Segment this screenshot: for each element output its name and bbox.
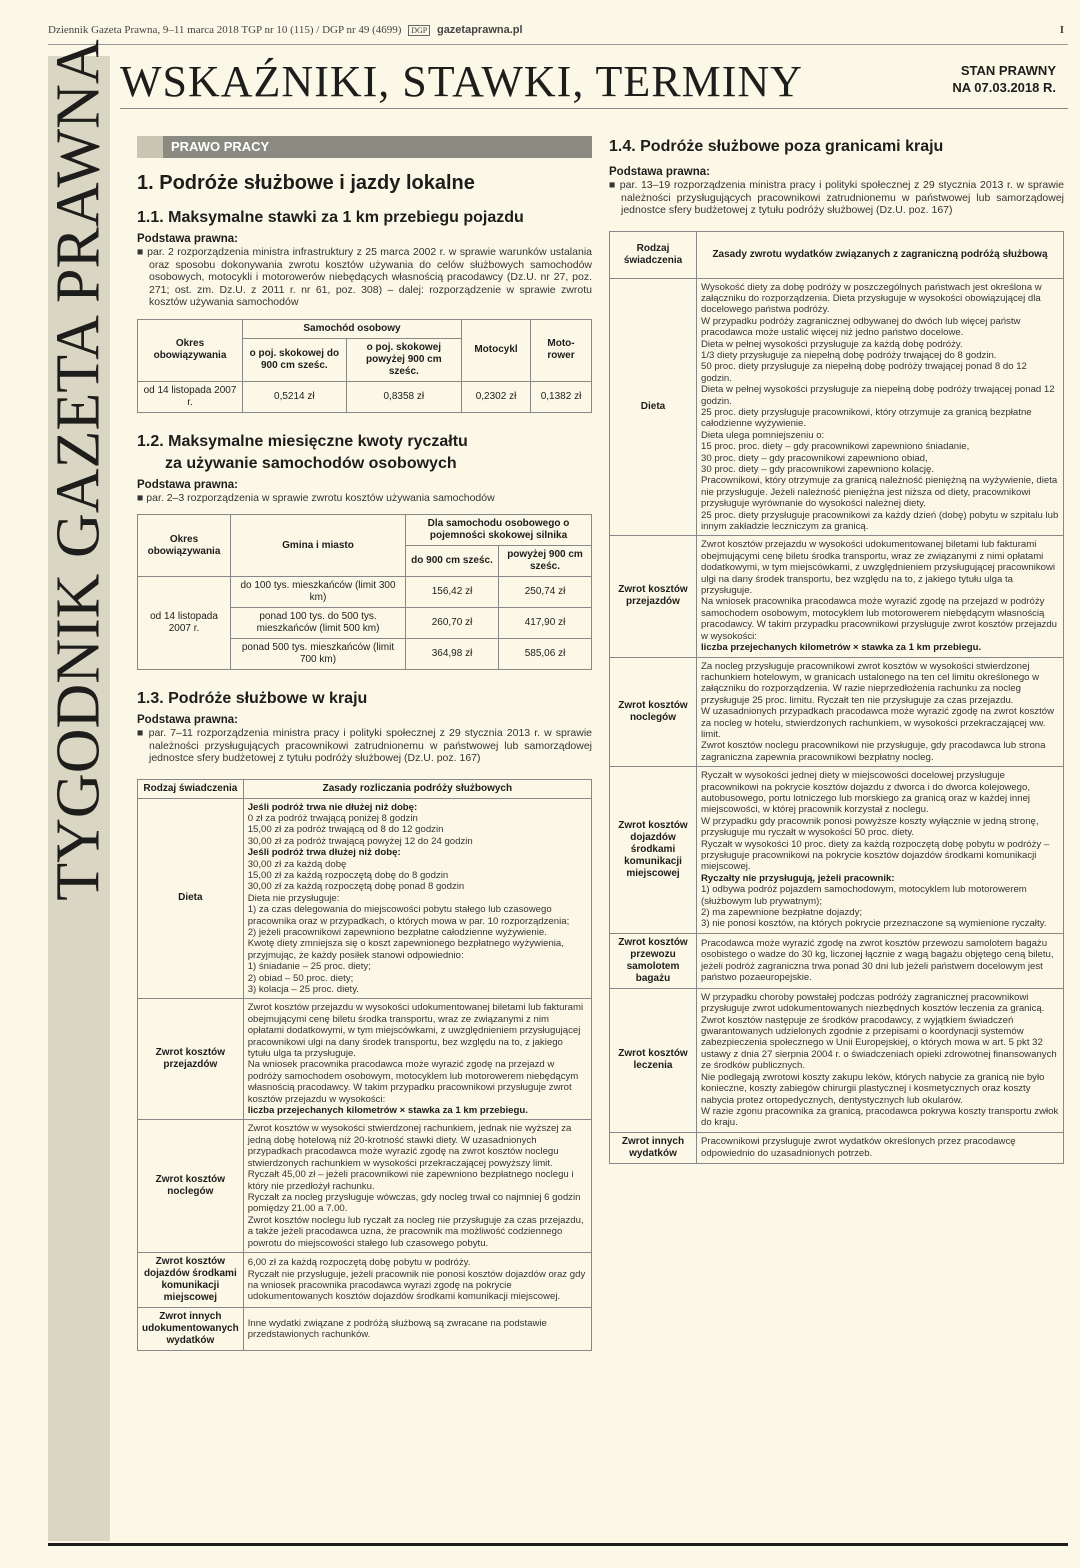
row-przejazd-text xyxy=(243,999,591,1120)
table-cell: 585,06 zł xyxy=(499,639,592,670)
section-bar: PRAWO PRACY xyxy=(137,136,592,158)
text-line: 1) za czas delegowania do miejscowości pobytu stałego lub czasowego pracownika oraz w przypadkach, o których mowa w par. 10 rozporządzenia; xyxy=(247,904,570,927)
text-line: 0 zł za podróż trwającą poniżej 8 godzin xyxy=(247,812,418,824)
text-line: Ryczałt 45,00 zł – jeżeli pracownikowi nie zapewniono bezpłatnego noclegu i który nie przedłożył rachunku. xyxy=(247,1169,574,1192)
s11-title: 1.1. Maksymalne stawki za 1 km przebiegu pojazdu xyxy=(137,209,524,226)
stan-prawny xyxy=(952,62,1056,96)
header-citation: Dziennik Gazeta Prawna, 9–11 marca 2018 TGP nr 10 (115) / DGP nr 49 (4699) xyxy=(48,24,402,36)
text-line: Jeśli podróż trwa dłużej niż dobę: xyxy=(247,847,401,859)
th-do900: o poj. skokowej do 900 cm sześc. xyxy=(243,338,347,381)
table-cell: 156,42 zł xyxy=(406,577,499,608)
text-line: 15,00 zł za każdą rozpoczętą dobę do 8 godzin xyxy=(247,869,449,881)
text-line: 6,00 zł za każdą rozpoczętą dobę pobytu w podróży. xyxy=(247,1257,471,1269)
text-line: Wysokość diety za dobę podróży w poszczególnych państwach jest określona w załączniku do rozporządzenia. Dieta przysługuje w wysokości obowiązującej dla docelowego państwa podróży. xyxy=(701,281,1042,316)
th-samochod: Samochód osobowy xyxy=(243,319,462,338)
th-pow900b: powyżej 900 cm sześc. xyxy=(499,546,592,577)
text-line: W razie zgonu pracownika za granicą, pracodawca pokrywa koszty transportu zwłok do kraju. xyxy=(701,1105,1059,1129)
th-motorower: Moto-rower xyxy=(531,319,592,381)
s12-basis-label: Podstawa prawna: xyxy=(137,478,238,491)
text-line: 1/3 diety przysługuje za niepełną dobę podróży trwającej do 8 godzin. xyxy=(701,349,997,361)
dgp-logo: DGP xyxy=(408,25,430,36)
table-cell: ponad 100 tys. do 500 tys. mieszkańców (limit 500 km) xyxy=(231,608,406,639)
s11-basis-label: Podstawa prawna: xyxy=(137,233,238,245)
table-cell: ponad 500 tys. mieszkańców (limit 700 km) xyxy=(231,639,406,670)
row-inne-name: Zwrot innych wydatków xyxy=(610,1132,697,1163)
cell-v4: 0,1382 zł xyxy=(531,381,592,412)
text-line: 50 proc. diety przysługuje za niepełną dobę podróży trwającej ponad 8 do 12 godzin. xyxy=(701,361,1027,384)
text-line: Ryczałt za nocleg przysługuje wówczas, gdy nocleg trwał co najmniej 6 godzin pomiędzy 21.00 a 7.00. xyxy=(247,1191,581,1215)
text-line: 30 proc. diety – gdy pracownikowi zapewniono obiad, xyxy=(701,452,928,464)
header-site[interactable]: gazetaprawna.pl xyxy=(436,24,523,36)
header-rule xyxy=(120,108,1068,109)
text-line: 30,00 zł za każdą dobę xyxy=(247,858,347,870)
text-line: 25 proc. diety przysługuje pracownikowi za każdy dzień (dobę) pobytu w szpitalu lub innym zakładzie leczniczym za granicą. xyxy=(701,509,1059,533)
right-column xyxy=(609,136,1064,1164)
text-line: W przypadku choroby powstałej podczas podróży zagranicznej pracownikowi przysługuje zwrot udokumentowanych niezbędnych kosztów leczenia za granicą. xyxy=(701,991,1045,1015)
row-dieta-name: Dieta xyxy=(610,278,697,536)
text-line: 1) odbywa podróż pojazdem samochodowym, motocyklem lub motorowerem (służbowym lub prywatnym); xyxy=(701,884,1027,907)
th-zasady: Zasady rozliczania podróży służbowych xyxy=(243,779,591,798)
table-cell: 417,90 zł xyxy=(499,608,592,639)
text-line: 2) obiad – 50 proc. diety; xyxy=(247,972,354,984)
text-line: Dieta w pełnej wysokości przysługuje za niepełną dobę podróży trwającej ponad 12 godzin. xyxy=(701,384,1055,407)
text-line: 2) jeżeli pracownikowi zapewniono bezpłatne całodzienne wyżywienie. xyxy=(247,926,547,938)
text-line: liczba przejechanych kilometrów × stawka za 1 km przebiegu. xyxy=(701,642,982,654)
text-line: W przypadku gdy pracownik ponosi powyższe koszty wyłącznie w jedną stronę, przysługuje mu ryczałt w wysokości 50 proc. diety. xyxy=(701,815,1039,839)
text-line: Na wniosek pracownika pracodawca może wyrazić zgodę na przejazd w podróży samochodem osobowym, motocyklem lub motorowerem niebędącym własnością pracodawcy. W takim przypadku pracownikowi przysługuje zwrot kosztów przejazdu w wysokości: xyxy=(701,596,1057,642)
row-przejazd-name: Zwrot kosztów przejazdów xyxy=(610,536,697,657)
text-line: Zwrot kosztów noclegu lub ryczałt za nocleg nie przysługuje za czas przejazdu, a także jeżeli pracodawca uzna, że pracownik ma możliwość codziennego powrotu do miejscowości stałego lub czasowego pobytu. xyxy=(247,1214,584,1249)
stan-line-1: STAN PRAWNY xyxy=(960,63,1056,78)
page-number: I xyxy=(1059,24,1064,36)
row-inne-text: Inne wydatki związane z podróżą służbową są zwracane na podstawie przedstawionych rachunków. xyxy=(243,1307,591,1350)
s13-title: 1.3. Podróże służbowe w kraju xyxy=(137,690,368,707)
row-bagaz-name: Zwrot kosztów przewozu samolotem bagażu xyxy=(610,933,697,988)
text-line: 15,00 zł za podróż trwającą od 8 do 12 godzin xyxy=(247,824,444,836)
text-line: 2) ma zapewnione bezpłatne dojazdy; xyxy=(701,907,863,919)
text-line: Na wniosek pracownika pracodawca może wyrazić zgodę na przejazd w podróży samochodem osobowym, motocyklem lub motorowerem niebędącym własnością pracodawcy. W takim przypadku pracownikowi przysługuje zwrot kosztów przejazdu w wysokości: xyxy=(247,1059,579,1105)
table-ryczalt xyxy=(137,514,592,670)
text-line: Ryczałty nie przysługują, jeżeli pracownik: xyxy=(701,872,895,884)
th-rodzaj2: Rodzaj świadczenia xyxy=(610,231,697,278)
text-line: 3) nie ponosi kosztów, na których pokrycie przeznaczone są wymienione ryczałty. xyxy=(701,918,1047,930)
row-dieta-text xyxy=(243,798,591,999)
row-dojazd-name: Zwrot kosztów dojazdów środkami komunikacji miejscowej xyxy=(138,1252,244,1307)
table-cell: 364,98 zł xyxy=(406,639,499,670)
text-line: 30,00 zł za podróż trwającą powyżej 12 do 24 godzin xyxy=(247,835,473,847)
s14-title: 1.4. Podróże służbowe poza granicami kraju xyxy=(609,138,944,155)
row-dojazd-text xyxy=(243,1252,591,1307)
text-line: 30 proc. diety – gdy pracownikowi zapewniono kolację. xyxy=(701,464,935,475)
table-cell: 260,70 zł xyxy=(406,608,499,639)
th-gmina: Gmina i miasto xyxy=(231,515,406,577)
row-przejazd-name: Zwrot kosztów przejazdów xyxy=(138,999,244,1120)
row-inne-text: Pracownikowi przysługuje zwrot wydatków określonych przez pracodawcę odpowiednio do uzasadnionych potrzeb. xyxy=(697,1132,1064,1163)
s14-basis: ■ par. 13–19 rozporządzenia ministra pracy i polityki społecznej z 29 stycznia 2013 r. w sprawie należności przysługujących pracownikowi zatrudnionemu w państwowej lub samorządowej jednostce sfery budżetowej z tytułu podróży służbowej (Dz.U. poz. 167) xyxy=(609,179,1064,216)
s14-basis-label: Podstawa prawna: xyxy=(609,166,710,178)
th-zasady2: Zasady zwrotu wydatków związanych z zagraniczną podróżą służbową xyxy=(697,231,1064,278)
row-dieta-text xyxy=(697,278,1064,536)
text-line: Jeśli podróż trwa nie dłużej niż dobę: xyxy=(247,801,418,813)
table-domestic xyxy=(137,779,592,1351)
th-okres: Okres obowiązywania xyxy=(138,319,243,381)
text-line: Kwotę diety zmniejsza się o koszt zapewnionego bezpłatnego wyżywienia, przyjmując, że każdy posiłek stanowi odpowiednio: xyxy=(247,938,564,961)
text-line: W przypadku podróży zagranicznej odbywanej do dwóch lub więcej państw pracodawca może ustalić więcej niż jedno państwo docelowe. xyxy=(701,315,1021,339)
s13-basis-label: Podstawa prawna: xyxy=(137,714,238,726)
th-dla: Dla samochodu osobowego o pojemności skokowej silnika xyxy=(406,515,592,546)
table-km-rates xyxy=(137,319,592,413)
row-nocleg-text xyxy=(697,657,1064,767)
left-column xyxy=(137,136,592,1351)
row-nocleg-text xyxy=(243,1120,591,1252)
th-do900b: do 900 cm sześc. xyxy=(406,546,499,577)
text-line: Ryczałt w wysokości 10 proc. diety za każdą rozpoczętą dobę pobytu w podróży – przysługuje pracownikowi na pokrycie kosztów dojazdów środkami komunikacji miejscowej. xyxy=(701,838,1050,873)
cell-okres: od 14 listopada 2007 r. xyxy=(138,381,243,412)
row-leczenie-name: Zwrot kosztów leczenia xyxy=(610,988,697,1132)
cell-v3: 0,2302 zł xyxy=(462,381,531,412)
bottom-rule xyxy=(48,1543,1068,1546)
text-line: 15 proc. proc. diety – gdy pracownikowi zapewniono śniadanie, xyxy=(701,441,970,453)
row-nocleg-name: Zwrot kosztów noclegów xyxy=(138,1120,244,1252)
side-title: TYGODNIK GAZETA PRAWNA xyxy=(44,39,113,901)
text-line: 25 proc. diety przysługuje pracownikowi, który otrzymuje za granicą bezpłatne całodzienne wyżywienie. xyxy=(701,406,1032,430)
th-okres2: Okres obowiązywania xyxy=(138,515,231,577)
text-line: Za nocleg przysługuje pracownikowi zwrot kosztów w wysokości stwierdzonej rachunkiem hotelowym, w granicach ustalonego na ten cel limitu określonego w załączniku do rozporządzenia. W razie nieprzedłożenia rachunku za nocleg przysługuje 25 proc. limitu. Ryczałt ten nie przysługuje za czas przejazdu. xyxy=(701,660,1040,706)
th-rodzaj: Rodzaj świadczenia xyxy=(138,779,244,798)
row-bagaz-text: Pracodawca może wyrazić zgodę na zwrot kosztów przewozu samolotem bagażu osobistego o wadze do 30 kg, liczonej łącznie z wagą bagażu objętego ceną biletu, jeżeli podróż zagraniczna trwa ponad 30 dni lub jeżeli państwem docelowym jest państwo pozaeuropejskie. xyxy=(697,933,1064,988)
row-dojazd-text xyxy=(697,767,1064,934)
text-line: Dieta w pełnej wysokości przysługuje za każdą dobę podróży. xyxy=(701,338,963,350)
row-nocleg-name: Zwrot kosztów noclegów xyxy=(610,657,697,767)
text-line: 30,00 zł za każdą rozpoczętą dobę ponad 8 godzin xyxy=(247,881,465,893)
page-title: WSKAŹNIKI, STAWKI, TERMINY xyxy=(120,57,803,106)
text-line: Zwrot kosztów przejazdu w wysokości udokumentowanej biletami lub fakturami obejmującymi cenę biletu środka transportu, wraz ze związanymi z nimi opłatami dodatkowymi, w tym miejscówkami, z uwzględnieniem przysługującej pracownikowi ulgi na dany środek transportu, bez względu na to, z jakiego tytułu ulga ta przysługuje. xyxy=(701,539,1056,597)
text-line: Ryczałt nie przysługuje, jeżeli pracownik nie ponosi kosztów dojazdów oraz gdy na wniosek pracownika pracodawca wyrazi zgodę na pokrycie udokumentowanych kosztów dojazdów środkami komunikacji miejscowej. xyxy=(247,1268,586,1303)
s12-title-b: za używanie samochodów osobowych xyxy=(165,454,457,472)
cell-v2: 0,8358 zł xyxy=(346,381,461,412)
text-line: Pracownikowi, który otrzymuje za granicą należność pieniężną na wyżywienie, dieta nie przysługuje. Jeżeli należność pieniężna jest niższa od diety, pracownikowi przysługuje wyrównanie do wysokości należnej diety. xyxy=(701,475,1058,510)
s12-title xyxy=(137,431,592,475)
text-line: Nie podlegają zwrotowi koszty zakupu leków, których nabycie za granicą nie było konieczne, koszty zabiegów chirurgii plastycznej i kosmetycznych oraz koszty nabycia protez ortopedycznych, dentystycznych lub okularów. xyxy=(701,1071,1045,1106)
text-line: Dieta ulega pomniejszeniu o: xyxy=(701,429,825,441)
text-line: liczba przejechanych kilometrów × stawka za 1 km przebiegu. xyxy=(247,1105,528,1117)
cell-okres2: od 14 listopada 2007 r. xyxy=(138,577,231,670)
row-inne-name: Zwrot innych udokumentowanych wydatków xyxy=(138,1307,244,1350)
text-line: W uzasadnionych przypadkach pracodawca może wyrazić zgodę na zwrot kosztów za nocleg w hotelu, stwierdzonych rachunkiem, w wysokości przekraczającej ww. limit. xyxy=(701,706,1055,740)
text-line: 3) kolacja – 25 proc. diety. xyxy=(247,984,359,995)
th-pow900: o poj. skokowej powyżej 900 cm sześc. xyxy=(346,338,461,381)
row-dieta-name: Dieta xyxy=(138,798,244,999)
text-line: 1) śniadanie – 25 proc. diety; xyxy=(247,961,371,973)
s12-basis: ■ par. 2–3 rozporządzenia w sprawie zwrotu kosztów używania samochodów xyxy=(137,491,495,504)
text-line: Dieta nie przysługuje: xyxy=(247,892,340,904)
s12-title-a: 1.2. Maksymalne miesięczne kwoty ryczałtu xyxy=(137,432,468,450)
s13-basis: ■ par. 7–11 rozporządzenia ministra pracy i polityki społecznej z 29 stycznia 2013 r. w sprawie należności przysługujących pracownikowi zatrudnionemu w państwowej lub samorządowej jednostce sfery budżetowej z tytułu podróży służbowej (Dz.U. poz. 167) xyxy=(137,727,592,764)
text-line: Zwrot kosztów w wysokości stwierdzonej rachunkiem, jednak nie wyższej za jedną dobę hotelową niż 20-krotność stawki diety. W uzasadnionych przypadkach pracodawca może wyrazić zgodę na zwrot kosztów noclegu stwierdzonych rachunkiem w wysokości przekraczającej powyższy limit. xyxy=(247,1123,572,1169)
row-leczenie-text xyxy=(697,988,1064,1132)
cell-v1: 0,5214 zł xyxy=(243,381,347,412)
table-foreign xyxy=(609,231,1064,1164)
text-line: Zwrot kosztów następuje ze środków pracodawcy, z wyjątkiem świadczeń gwarantowanych udzielonych zgodnie z przepisami o koordynacji systemów zabezpieczenia społecznego w Unii Europejskiej, o których mowa w art. 5 pkt 32 ustawy z dnia 27 sierpnia 2004 r. o świadczeniach opieki zdrowotnej finansowanych ze środków publicznych. xyxy=(701,1014,1057,1072)
table-cell: 250,74 zł xyxy=(499,577,592,608)
th-motocykl: Motocykl xyxy=(462,319,531,381)
row-przejazd-text xyxy=(697,536,1064,657)
stan-line-2: NA 07.03.2018 R. xyxy=(952,80,1056,95)
table-cell: do 100 tys. mieszkańców (limit 300 km) xyxy=(231,577,406,608)
text-line: Zwrot kosztów noclegu pracownikowi nie przysługuje, gdy pracodawca lub strona zagraniczna zapewnia pracownikowi bezpłatny nocleg. xyxy=(701,740,1046,763)
row-dojazd-name: Zwrot kosztów dojazdów środkami komunikacji miejscowej xyxy=(610,767,697,934)
s11-basis: ■ par. 2 rozporządzenia ministra infrastruktury z 25 marca 2002 r. w sprawie warunków ustalania oraz sposobu dokonywania zwrotu kosztów używania do celów służbowych samochodów osobowych, motocykli i motorowerów niebędących własnością pracodawcy (Dz.U. nr 27, poz. 271; ost. zm. Dz.U. z 2011 r. nr 61, poz. 308) – dalej: rozporządzenie w sprawie zwrotu kosztów używania samochodów xyxy=(137,246,592,308)
chapter-title: 1. Podróże służbowe i jazdy lokalne xyxy=(137,172,475,194)
text-line: Zwrot kosztów przejazdu w wysokości udokumentowanej biletami lub fakturami obejmującymi cenę biletu środka transportu, wraz ze związanymi z nim opłatami dodatkowymi, w tym miejscówkami, z uwzględnieniem przysługującej pracownikowi ulgi na dany środek transportu, bez względu na to, z jakiego tytułu ulga ta przysługuje. xyxy=(247,1002,584,1060)
text-line: Ryczałt w wysokości jednej diety w miejscowości docelowej przysługuje pracownikowi na pokrycie kosztów dojazdu z dworca i do dworca kolejowego, autobusowego, portu lotniczego lub morskiego za granicą oraz w każdej innej miejscowości, w której pracownik korzystał z noclegu. xyxy=(701,770,1031,816)
page-header xyxy=(48,24,1068,45)
